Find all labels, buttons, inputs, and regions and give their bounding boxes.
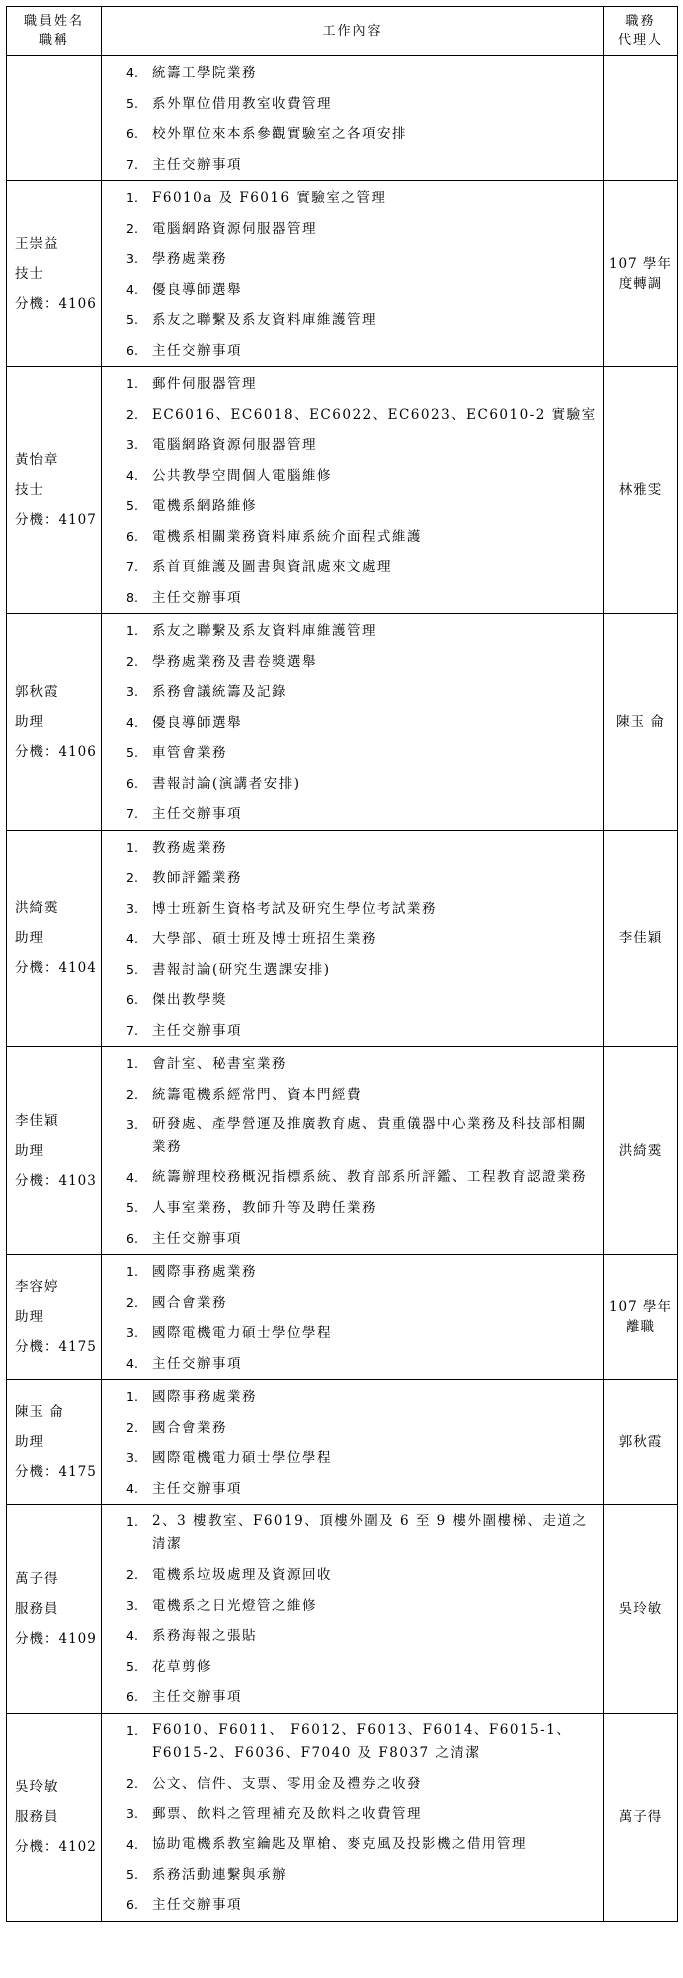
duty-item (102, 1652, 603, 1683)
deputy-cell: 萬子得 (604, 1713, 678, 1921)
duty-item (102, 985, 603, 1016)
staff-row (7, 614, 678, 831)
duty-item (102, 430, 603, 461)
duty-number: 3. (126, 900, 138, 916)
duty-text: 大學部、碩士班及博士班招生業務 (152, 931, 377, 947)
duty-item (102, 1382, 603, 1413)
duty-text: 電腦網路資源伺服器管理 (152, 437, 317, 453)
duty-item (102, 552, 603, 583)
duty-item (102, 1560, 603, 1591)
staff-info-cell (7, 367, 102, 614)
duty-item (102, 522, 603, 553)
duty-item (102, 89, 603, 120)
duty-number: 4. (126, 281, 138, 297)
duty-text: 優良導師選舉 (152, 281, 242, 298)
staff-name: 王崇益 (15, 235, 59, 252)
staff-ext: 分機：4175 (15, 1339, 97, 1355)
duties-cell (102, 181, 604, 367)
duty-text: 花草剪修 (152, 1658, 212, 1675)
duties-cell (102, 56, 604, 181)
duty-item (102, 183, 603, 214)
staff-info-cell (7, 56, 102, 181)
staff-title: 助理 (15, 713, 44, 730)
duty-text: 研發處、產學營運及推廣教育處、貴重儀器中心業務及科技部相關業務 (152, 1116, 587, 1155)
duty-number: 1. (126, 1722, 138, 1738)
duty-item (102, 833, 603, 864)
duty-text: 系務海報之張貼 (152, 1628, 257, 1644)
duty-number: 3. (126, 1450, 138, 1465)
duty-number: 3. (126, 251, 138, 266)
duty-number: 6. (126, 775, 138, 791)
duty-number: 6. (126, 1897, 138, 1912)
staff-info-cell (7, 1713, 102, 1921)
duty-text: 系外單位借用教室收費管理 (152, 95, 332, 112)
duty-item (102, 863, 603, 894)
header-deputy-line2: 代理人 (617, 33, 663, 48)
duty-number: 2. (126, 1567, 138, 1582)
duty-item (102, 1163, 603, 1193)
duty-item (102, 1682, 603, 1713)
duty-item (102, 799, 603, 830)
duty-item (102, 1799, 603, 1830)
duty-text: 郵件伺服器管理 (152, 376, 257, 392)
duty-item (102, 1110, 603, 1163)
duty-item (102, 924, 603, 955)
header-deputy (604, 7, 678, 56)
duty-number: 5. (126, 1866, 138, 1882)
duty-number: 3. (126, 437, 138, 452)
deputy-cell: 郭秋霞 (604, 1380, 678, 1505)
duty-text: 主任交辦事項 (152, 1480, 242, 1497)
duty-text: EC6016、EC6018、EC6022、EC6023、EC6010-2 實驗室 (152, 406, 597, 423)
duty-text: 博士班新生資格考試及研究生學位考試業務 (152, 900, 437, 917)
staff-title: 助理 (15, 1434, 44, 1450)
duty-text: 系友之聯繫及系友資料庫維護管理 (152, 623, 377, 639)
duty-item (102, 894, 603, 925)
duty-text: 主任交辦事項 (152, 156, 242, 173)
duty-item (102, 336, 603, 367)
duty-number: 2. (126, 653, 138, 669)
duty-text: 系首頁維護及圖書與資訊處來文處理 (152, 559, 392, 575)
duty-item (102, 738, 603, 769)
duty-item (102, 1830, 603, 1860)
duty-item (102, 1890, 603, 1921)
duty-number: 2. (126, 1419, 138, 1435)
duty-number: 2. (126, 1294, 138, 1310)
duty-text: 傑出教學獎 (152, 992, 227, 1008)
duty-number: 1. (126, 839, 138, 855)
header-deputy-line1: 職務 (625, 14, 656, 29)
duty-text: 國際電機電力碩士學位學程 (152, 1450, 332, 1466)
staff-row (7, 1713, 678, 1921)
duty-text: 系友之聯繫及系友資料庫維護管理 (152, 312, 377, 328)
duty-text: 學務處業務 (152, 251, 227, 267)
duty-item (102, 1318, 603, 1349)
duty-number: 4. (126, 1480, 138, 1496)
duty-text: 主任交辦事項 (152, 1689, 242, 1705)
staff-row (7, 1505, 678, 1714)
staff-ext: 分機：4103 (15, 1172, 97, 1189)
duty-text: 主任交辦事項 (152, 806, 242, 822)
staff-name: 郭秋霞 (15, 683, 59, 700)
duty-item (102, 708, 603, 739)
duty-number: 7. (126, 1022, 138, 1038)
staff-ext: 分機：4109 (15, 1630, 97, 1647)
staff-info-cell (7, 1255, 102, 1380)
staff-title: 助理 (15, 930, 44, 947)
staff-info-cell (7, 614, 102, 831)
duty-number: 4. (126, 931, 138, 946)
staff-row (7, 56, 678, 181)
duties-list (102, 56, 603, 180)
duty-number: 5. (126, 498, 138, 513)
staff-info-cell (7, 830, 102, 1047)
duty-text: 系務會議統籌及記錄 (152, 684, 287, 700)
staff-row (7, 1047, 678, 1255)
staff-row (7, 1380, 678, 1505)
duties-cell (102, 1713, 604, 1921)
duty-text: 電機系垃圾處理及資源回收 (152, 1567, 332, 1583)
header-job-title-label: 職稱 (38, 33, 69, 48)
staff-name: 黃怡章 (15, 452, 59, 468)
duties-list (102, 1714, 603, 1921)
duty-item (102, 305, 603, 336)
duty-number: 5. (126, 95, 138, 111)
duties-cell (102, 1505, 604, 1714)
staff-name: 洪綺霙 (15, 900, 59, 917)
duty-item (102, 1080, 603, 1111)
header-row (7, 7, 678, 56)
duty-text: 國際電機電力碩士學位學程 (152, 1325, 332, 1341)
duties-cell (102, 367, 604, 614)
duty-item (102, 1349, 603, 1380)
duty-text: 主任交辦事項 (152, 1230, 242, 1247)
duty-text: 郵票、飲料之管理補充及飲料之收費管理 (152, 1806, 422, 1822)
duties-cell (102, 1380, 604, 1505)
staff-ext: 分機：4104 (15, 960, 97, 977)
deputy-cell: 林雅雯 (604, 367, 678, 614)
duty-item (102, 1716, 603, 1769)
staff-ext: 分機：4106 (15, 743, 97, 760)
duty-text: 電機系相關業務資料庫系統介面程式維護 (152, 528, 422, 545)
duty-item (102, 1860, 603, 1891)
duty-item (102, 58, 603, 89)
duty-item (102, 1193, 603, 1224)
duty-number: 5. (126, 1658, 138, 1674)
duty-text: 統籌工學院業務 (152, 65, 257, 81)
header-staff-name-label: 職員姓名 (23, 14, 84, 29)
duties-cell (102, 1047, 604, 1255)
deputy-cell (604, 56, 678, 181)
duty-item (102, 1288, 603, 1319)
duty-item (102, 1621, 603, 1652)
duty-item (102, 150, 603, 181)
duty-number: 6. (126, 992, 138, 1007)
staff-name: 萬子得 (15, 1570, 59, 1587)
duty-item (102, 1507, 603, 1560)
duties-cell (102, 1255, 604, 1380)
duty-number: 5. (126, 312, 138, 327)
duty-number: 2. (126, 220, 138, 236)
duty-number: 6. (126, 126, 138, 141)
duty-number: 7. (126, 559, 138, 574)
duty-text: 統籌電機系經常門、資本門經費 (152, 1086, 362, 1103)
duty-item (102, 1443, 603, 1474)
staff-ext: 分機：4102 (15, 1839, 97, 1855)
duties-cell (102, 830, 604, 1047)
duty-number: 4. (126, 1170, 138, 1185)
duty-item (102, 955, 603, 986)
duty-text: 國合會業務 (152, 1419, 227, 1436)
duty-text: 校外單位來本系參觀實驗室之各項安排 (152, 126, 407, 142)
duty-text: 國際事務處業務 (152, 1389, 257, 1405)
header-staff-title (7, 7, 102, 56)
duty-text: 主任交辦事項 (152, 1022, 242, 1039)
duties-list (102, 367, 603, 613)
duty-text: 教務處業務 (152, 839, 227, 856)
duty-text: 2、3 樓教室、F6019、頂樓外圍及 6 至 9 樓外圍樓梯、走道之清潔 (152, 1513, 588, 1552)
duty-text: 書報討論(研究生選課安排) (152, 961, 331, 978)
duty-number: 6. (126, 342, 138, 358)
duty-text: 主任交辦事項 (152, 1355, 242, 1372)
deputy-cell: 107 學年離職 (604, 1255, 678, 1380)
duty-number: 1. (126, 1389, 138, 1404)
duty-number: 4. (126, 65, 138, 80)
duty-item (102, 616, 603, 647)
duty-number: 2. (126, 870, 138, 885)
duty-item (102, 1257, 603, 1288)
duty-number: 4. (126, 1628, 138, 1643)
staff-name: 吳玲敏 (15, 1779, 59, 1795)
duty-text: 協助電機系教室鑰匙及單槍、麥克風及投影機之借用管理 (152, 1835, 527, 1852)
duty-text: 電腦網路資源伺服器管理 (152, 220, 317, 237)
staff-title: 服務員 (15, 1809, 59, 1825)
duty-number: 6. (126, 1689, 138, 1704)
duty-number: 3. (126, 1597, 138, 1613)
duty-number: 6. (126, 1230, 138, 1246)
duty-number: 1. (126, 1056, 138, 1071)
duty-item (102, 677, 603, 708)
duty-item (102, 1224, 603, 1255)
duty-item (102, 1049, 603, 1080)
duty-number: 3. (126, 1325, 138, 1340)
duty-text: 國合會業務 (152, 1294, 227, 1311)
duty-number: 4. (126, 1836, 138, 1852)
duty-item (102, 1016, 603, 1047)
duty-text: 電機系之日光燈管之維修 (152, 1597, 317, 1614)
duty-text: 主任交辦事項 (152, 1897, 242, 1913)
duty-item (102, 244, 603, 275)
duties-list (102, 1505, 603, 1713)
duty-number: 5. (126, 961, 138, 977)
staff-row (7, 830, 678, 1047)
deputy-cell: 吳玲敏 (604, 1505, 678, 1714)
duties-list (102, 1255, 603, 1379)
deputy-cell: 李佳穎 (604, 830, 678, 1047)
duty-number: 1. (126, 1264, 138, 1279)
duties-list (102, 831, 603, 1047)
deputy-cell: 107 學年度轉調 (604, 181, 678, 367)
duty-number: 4. (126, 467, 138, 483)
staff-info-cell (7, 181, 102, 367)
duty-text: 統籌辦理校務概況指標系統、教育部系所評鑑、工程教育認證業務 (152, 1169, 587, 1185)
duty-text: 優良導師選舉 (152, 714, 242, 731)
duties-list (102, 614, 603, 830)
duty-text: F6010a 及 F6016 實驗室之管理 (152, 190, 387, 206)
duty-number: 5. (126, 745, 138, 760)
duty-item (102, 583, 603, 614)
duties-list (102, 1047, 603, 1254)
duty-text: 國際事務處業務 (152, 1264, 257, 1280)
duties-cell (102, 614, 604, 831)
duty-item (102, 400, 603, 431)
staff-ext: 分機：4106 (15, 295, 97, 312)
duty-text: 電機系網路維修 (152, 498, 257, 514)
duty-text: F6010、F6011、 F6012、F6013、F6014、F6015-1、F6015-2、F6036、F7040 及 F8037 之清潔 (152, 1721, 572, 1761)
header-duties: 工作內容 (102, 7, 604, 56)
staff-title: 技士 (15, 265, 44, 282)
duty-text: 會計室、秘書室業務 (152, 1056, 287, 1072)
duty-number: 7. (126, 806, 138, 821)
deputy-cell: 洪綺霙 (604, 1047, 678, 1255)
deputy-cell: 陳玉 侖 (604, 614, 678, 831)
staff-row (7, 181, 678, 367)
staff-info-cell (7, 1380, 102, 1505)
duties-list (102, 181, 603, 366)
duty-text: 公共教學空間個人電腦維修 (152, 467, 332, 484)
staff-ext: 分機：4107 (15, 512, 97, 528)
duty-number: 2. (126, 1086, 138, 1102)
duty-number: 1. (126, 623, 138, 638)
duty-number: 3. (126, 684, 138, 699)
duty-item (102, 1474, 603, 1505)
duty-text: 系務活動連繫與承辦 (152, 1866, 287, 1883)
staff-title: 服務員 (15, 1600, 59, 1617)
staff-name: 李佳穎 (15, 1112, 59, 1129)
duty-number: 1. (126, 376, 138, 391)
duty-number: 3. (126, 1117, 138, 1132)
staff-ext: 分機：4175 (15, 1464, 97, 1480)
duty-text: 主任交辦事項 (152, 342, 242, 359)
duties-list (102, 1380, 603, 1504)
staff-title: 助理 (15, 1309, 44, 1325)
staff-row (7, 1255, 678, 1380)
staff-info-cell (7, 1505, 102, 1714)
staff-title: 助理 (15, 1142, 44, 1159)
duty-item (102, 275, 603, 306)
duty-item (102, 1413, 603, 1444)
duty-number: 6. (126, 528, 138, 544)
duty-item (102, 461, 603, 492)
duty-number: 8. (126, 589, 138, 605)
staff-name: 李容婷 (15, 1279, 59, 1295)
duty-number: 3. (126, 1806, 138, 1821)
duty-number: 2. (126, 1775, 138, 1791)
duty-number: 4. (126, 1355, 138, 1371)
duty-number: 5. (126, 1200, 138, 1215)
duty-number: 2. (126, 406, 138, 422)
staff-name: 陳玉 侖 (15, 1404, 64, 1420)
duty-text: 書報討論(演講者安排) (152, 775, 301, 792)
duty-text: 教師評鑑業務 (152, 870, 242, 886)
duty-text: 主任交辦事項 (152, 589, 242, 606)
duty-item (102, 647, 603, 678)
duty-item (102, 491, 603, 522)
staff-row (7, 367, 678, 614)
staff-title: 技士 (15, 482, 44, 498)
duty-item (102, 1591, 603, 1622)
duty-item (102, 119, 603, 150)
duty-number: 4. (126, 714, 138, 730)
duty-item (102, 1769, 603, 1800)
duty-text: 人事室業務，教師升等及聘任業務 (152, 1200, 377, 1216)
duty-text: 車管會業務 (152, 745, 227, 761)
duty-item (102, 214, 603, 245)
duty-item (102, 769, 603, 800)
duty-number: 7. (126, 156, 138, 172)
staff-info-cell (7, 1047, 102, 1255)
duty-text: 學務處業務及書卷獎選舉 (152, 653, 317, 670)
duty-text: 公文、信件、支票、零用金及禮券之收發 (152, 1775, 422, 1792)
duty-number: 1. (126, 1514, 138, 1529)
staff-duties-table (6, 6, 678, 1922)
duty-item (102, 369, 603, 400)
duty-number: 1. (126, 190, 138, 205)
